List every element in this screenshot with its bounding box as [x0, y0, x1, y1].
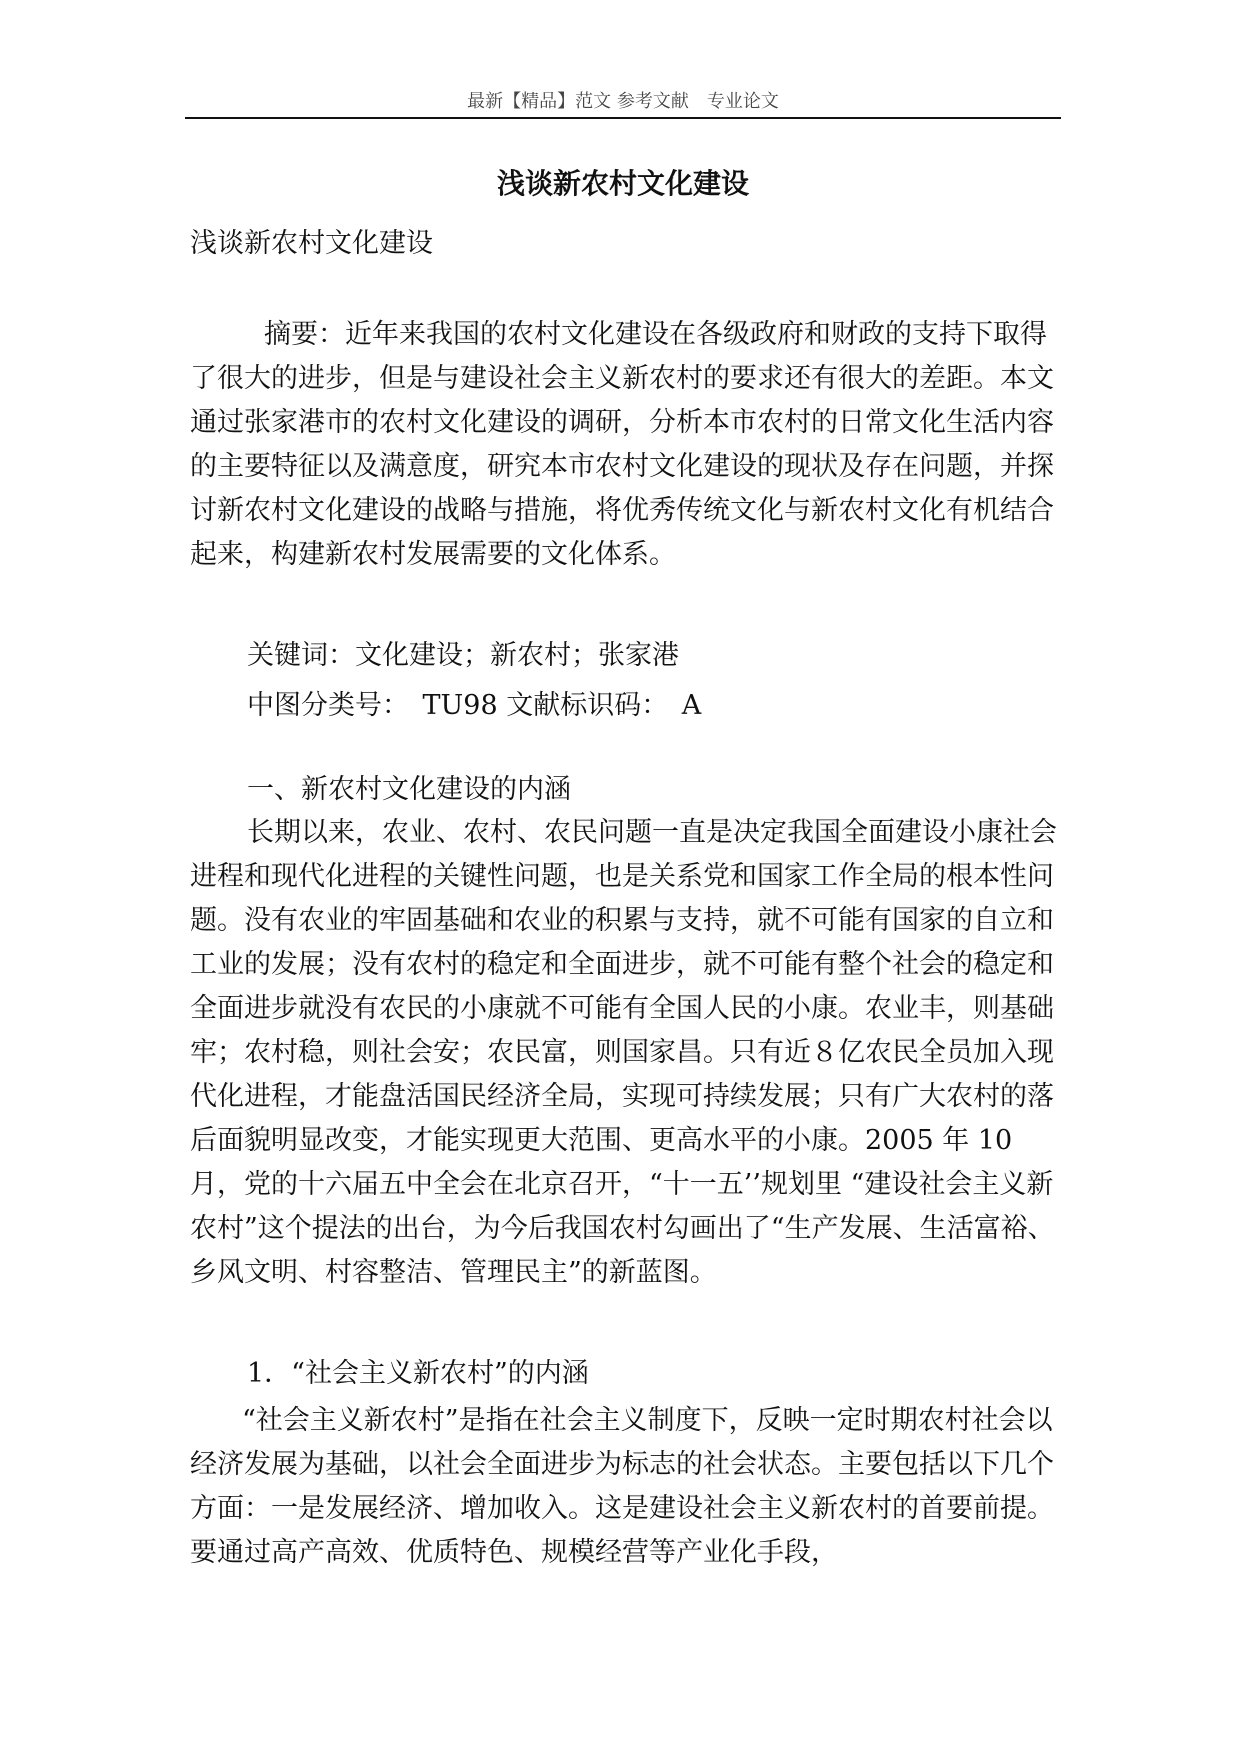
subsection-paragraph: “社会主义新农村”是指在社会主义制度下，反映一定时期农村社会以经济发展为基础，以社会全面进步为标志的社会状态。主要包括以下几个方面：一是发展经济、增加收入。这是建设社会主义新农村的首要前提。要通过高产高效、优质特色、规模经营等产业化手段， — [190, 1405, 1054, 1568]
document-subtitle: 浅谈新农村文化建设 — [190, 228, 433, 259]
keywords-line: 关键词：文化建设；新农村；张家港 — [247, 640, 679, 671]
abstract-paragraph: 摘要：近年来我国的农村文化建设在各级政府和财政的支持下取得了很大的进步，但是与建设社会主义新农村的要求还有很大的差距。本文通过张家港市的农村文化建设的调研，分析本市农村的日常文化生活内容的主要特征以及满意度，研究本市农村文化建设的现状及存在问题，并探讨新农村文化建设的战略与措施，将优秀传统文化与新农村文化有机结合起来，构建新农村发展需要的文化体系。 — [190, 319, 1054, 570]
header-divider — [185, 117, 1061, 119]
document-title: 浅谈新农村文化建设 — [496, 167, 749, 200]
section-paragraph: 长期以来，农业、农村、农民问题一直是决定我国全面建设小康社会进程和现代化进程的关键性问题，也是关系党和国家工作全局的根本性问题。没有农业的牢固基础和农业的积累与支持，就不可能有国家的自立和工业的发展；没有农村的稳定和全面进步，就不可能有整个社会的稳定和全面进步就没有农民的小康就不可能有全国人民的小康。农业丰，则基础牢；农村稳，则社会安；农民富，则国家昌。只有近８亿农民全员加入现代化进程，才能盘活国民经济全局，实现可持续发展；只有广大农村的落后面貌明显改变，才能实现更大范围、更高水平的小康。2005 年 10 月，党的十六届五中全会在北京召开，“十一五’’规划里 “建设社会主义新农村”这个提法的出台，为今后我国农村勾画出了“生产发展、生活富裕、乡风文明、村容整洁、管理民主”的新蓝图。 — [190, 817, 1057, 1288]
section-heading: 一、新农村文化建设的内涵 — [247, 774, 571, 805]
classification-line: 中图分类号： TU98 文献标识码： A — [247, 690, 702, 721]
subsection-heading: 1．“社会主义新农村”的内涵 — [247, 1358, 589, 1389]
page-header: 最新【精品】范文 参考文献 专业论文 — [467, 91, 779, 112]
